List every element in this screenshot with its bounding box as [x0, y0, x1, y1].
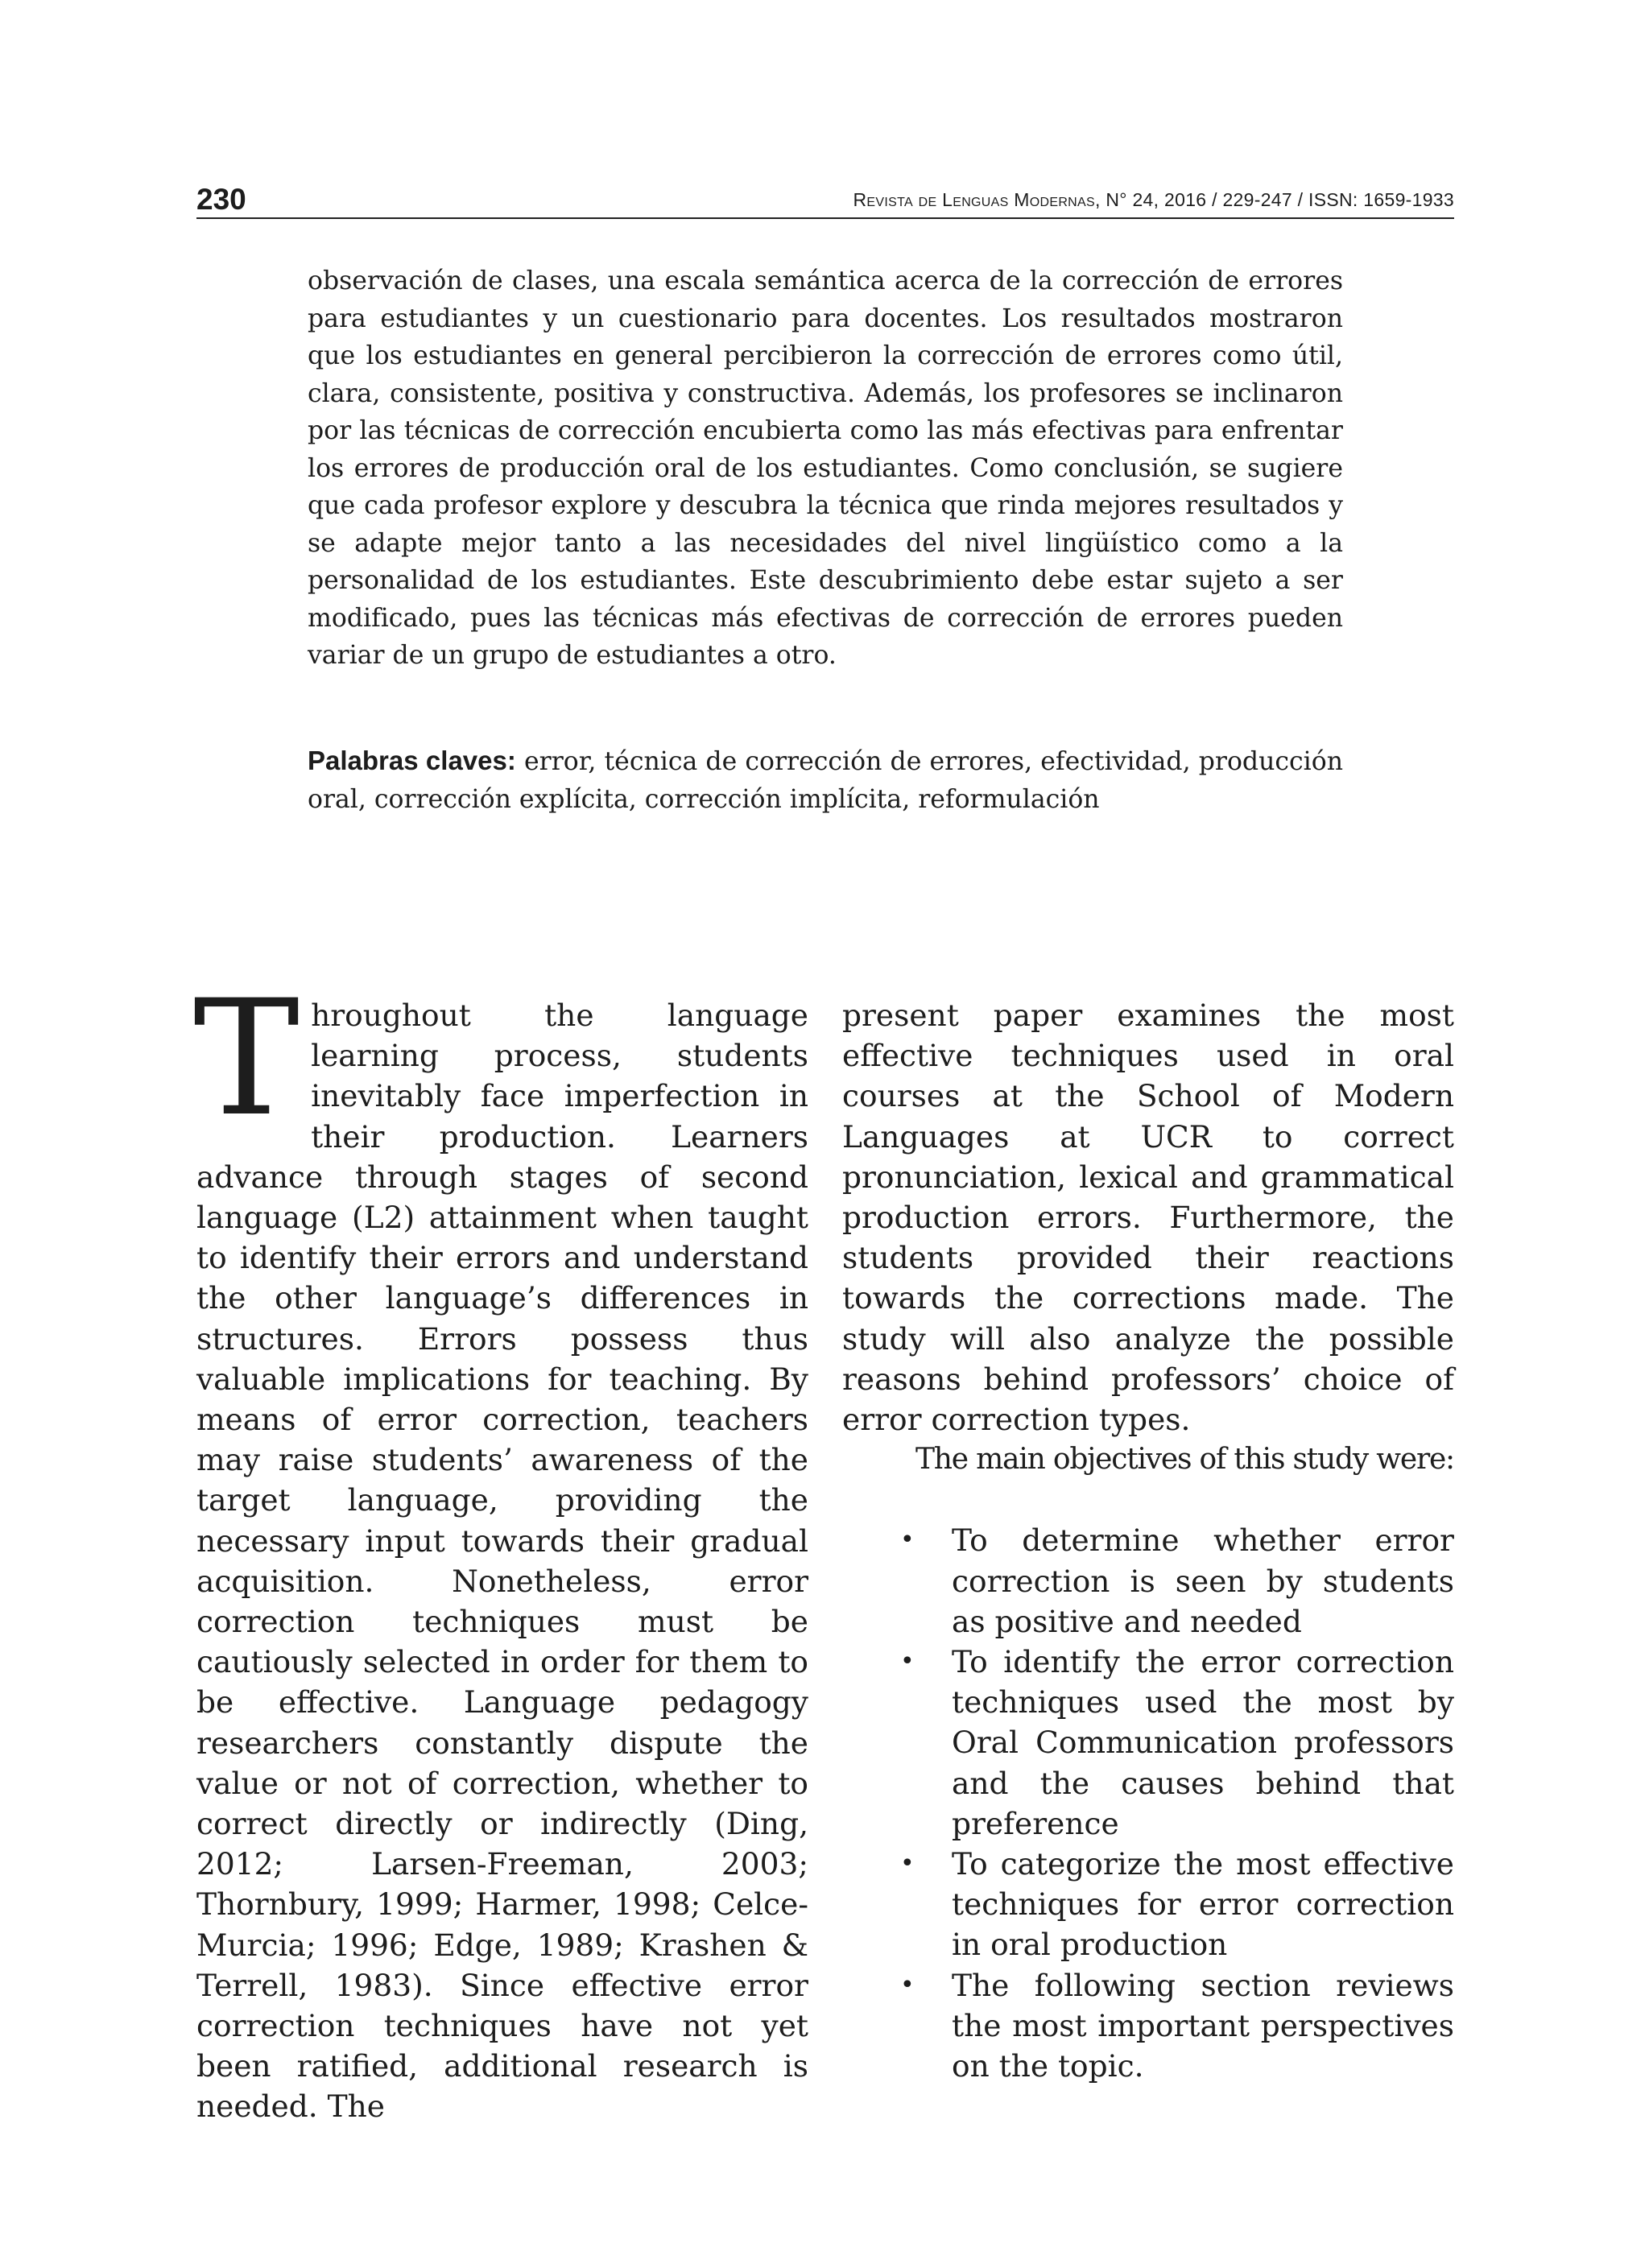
- objectives-intro: The main objectives of this study were:: [915, 1443, 1454, 1477]
- list-item: • To identify the error correction techniques used the most by Oral Communication professors and the causes behind that preference: [842, 1642, 1454, 1844]
- abstract-text: observación de clases, una escala semántica acerca de la corrección de errores para estudiantes y un cuestionario para docentes. Los resultados mostraron que los estudiantes en general percibieron la corrección de errores como útil, clara, consistente, positiva y constructiva. Además, los profesores se inclinaron por las técnicas de corrección encubierta como las más efectivas para enfrentar los errores de producción oral de los estudiantes. Como conclusión, se sugiere que cada profesor explore y descubra la técnica que rinda mejores resultados y se adapte mejor tanto a las necesidades del nivel lingüístico como a la personalidad de los estudiantes. Este descubrimiento debe estar sujeto a ser modificado, pues las técnicas más efectivas de corrección de errores pueden variar de un grupo de estudiantes a otro.: [308, 266, 1343, 670]
- objectives-list: [842, 1520, 1454, 2086]
- list-item: • To determine whether error correction is seen by students as positive and needed: [842, 1520, 1454, 1642]
- intro-paragraph: [193, 965, 808, 2127]
- list-item: • The following section reviews the most important perspectives on the topic.: [842, 1965, 1454, 2087]
- keywords-text: error, técnica de corrección de errores, efectividad, producción oral, corrección explícita, corrección implícita, reformulación: [308, 747, 1343, 814]
- body-column-right: [842, 995, 1454, 2086]
- abstract-spanish: [308, 262, 1343, 675]
- journal-title: Revista de Lenguas Modernas: [853, 189, 1095, 210]
- bullet-icon: •: [900, 1647, 915, 1676]
- intro-paragraph-continued: present paper examines the most effective techniques used in oral courses at the School of Modern Languages at UCR to correct pronunciation, lexical and grammatical production errors. Furthermore, the students provided their reactions towards the corrections made. The study will also analyze the possible reasons behind professors’ choice of error correction types.: [842, 998, 1454, 1438]
- intro-paragraph-text: hroughout the language learning process, students inevitably face imperfection in their production. Learners advance through stages of second language (L2) attainment when taught to identify their errors and understand the other language’s differences in structures. Errors possess thus valuable implications for teaching. By means of error correction, teachers may raise students’ awareness of the target language, providing the necessary input towards their gradual acquisition. Nonetheless, error correction techniques must be cautiously selected in order for them to be effective. Language pedagogy researchers constantly dispute the value or not of correction, whether to correct directly or indirectly (Ding, 2012; Larsen-Freeman, 2003; Thornbury, 1999; Harmer, 1998; Celce-Murcia; 1996; Edge, 1989; Krashen & Terrell, 1983). Since effective error correction techniques have not yet been ratified, additional research is needed. The: [196, 998, 808, 2125]
- journal-issue-info: , N° 24, 2016 / 229-247 / ISSN: 1659-1933: [1094, 189, 1454, 210]
- keywords-label: Palabras claves:: [308, 746, 516, 775]
- drop-cap: T: [193, 965, 300, 1151]
- bullet-icon: •: [900, 1970, 915, 1999]
- running-header: [196, 182, 1454, 219]
- bullet-icon: •: [900, 1526, 915, 1555]
- page-number: 230: [196, 183, 246, 216]
- keywords-block: [308, 742, 1343, 818]
- body-column-left: [193, 965, 808, 2127]
- journal-citation: [853, 182, 1455, 217]
- list-item: • To categorize the most effective techniques for error correction in oral production: [842, 1844, 1454, 1965]
- bullet-icon: •: [900, 1849, 915, 1878]
